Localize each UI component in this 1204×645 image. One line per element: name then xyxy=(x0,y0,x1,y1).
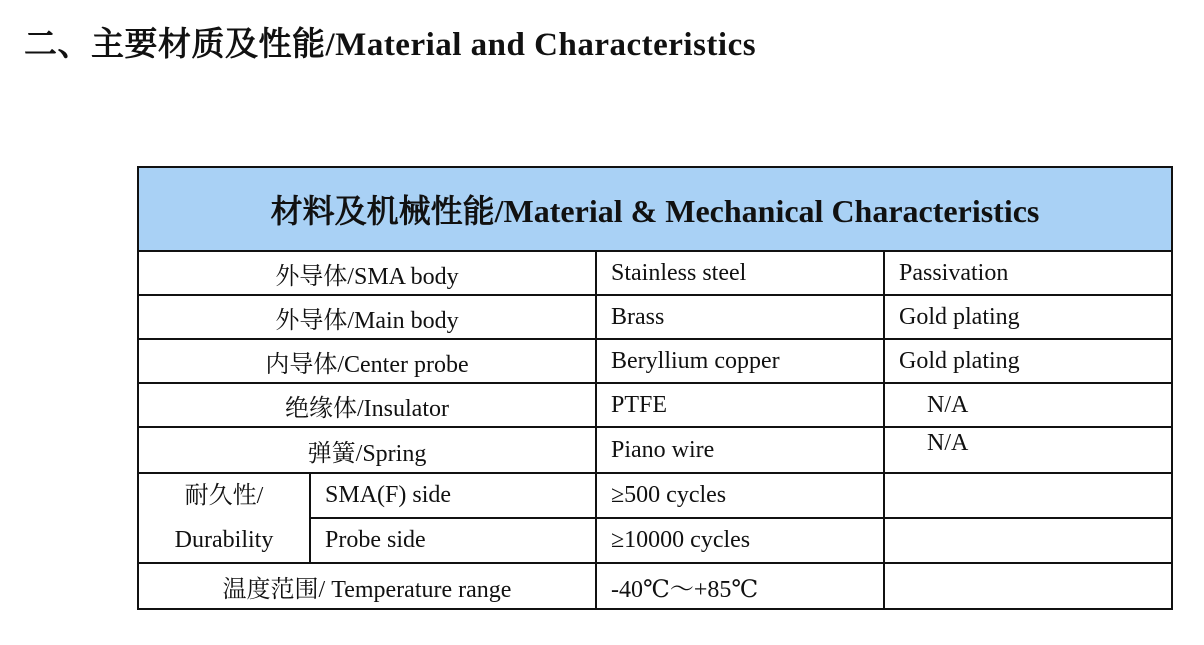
table-title: 材料及机械性能/Material & Mechanical Characteristics xyxy=(138,167,1172,251)
temperature-label: 温度范围/ Temperature range xyxy=(138,563,596,609)
table-row xyxy=(138,251,1172,295)
empty-cell xyxy=(884,473,1172,518)
component-name: 外导体/SMA body xyxy=(138,251,596,295)
component-name: 外导体/Main body xyxy=(138,295,596,339)
finish-cell: Passivation xyxy=(884,251,1172,295)
material-cell: Stainless steel xyxy=(596,251,884,295)
table-row xyxy=(138,563,1172,609)
finish-cell: N/A xyxy=(884,383,1172,427)
durability-label-zh: 耐久性/ xyxy=(184,483,264,509)
empty-cell xyxy=(884,563,1172,609)
material-cell: Beryllium copper xyxy=(596,339,884,383)
material-cell: Piano wire xyxy=(596,427,884,473)
component-name: 弹簧/Spring xyxy=(138,427,596,473)
finish-cell: Gold plating xyxy=(884,295,1172,339)
durability-label xyxy=(138,473,310,563)
finish-cell: N/A xyxy=(884,427,1172,473)
temperature-value: -40℃～+85℃ xyxy=(596,563,884,609)
table-row xyxy=(138,295,1172,339)
section-heading: 二、主要材质及性能/Material and Characteristics xyxy=(24,27,757,63)
finish-cell: Gold plating xyxy=(884,339,1172,383)
durability-value: ≥10000 cycles xyxy=(596,518,884,563)
component-name: 绝缘体/Insulator xyxy=(138,383,596,427)
table-row xyxy=(138,427,1172,473)
material-cell: Brass xyxy=(596,295,884,339)
table-row xyxy=(138,339,1172,383)
durability-value: ≥500 cycles xyxy=(596,473,884,518)
component-name: 内导体/Center probe xyxy=(138,339,596,383)
durability-side: SMA(F) side xyxy=(310,473,596,518)
table-row xyxy=(138,473,1172,518)
material-cell: PTFE xyxy=(596,383,884,427)
material-characteristics-table xyxy=(137,166,1173,610)
table-row xyxy=(138,383,1172,427)
durability-side: Probe side xyxy=(310,518,596,563)
empty-cell xyxy=(884,518,1172,563)
durability-label-en: Durability xyxy=(174,527,274,553)
